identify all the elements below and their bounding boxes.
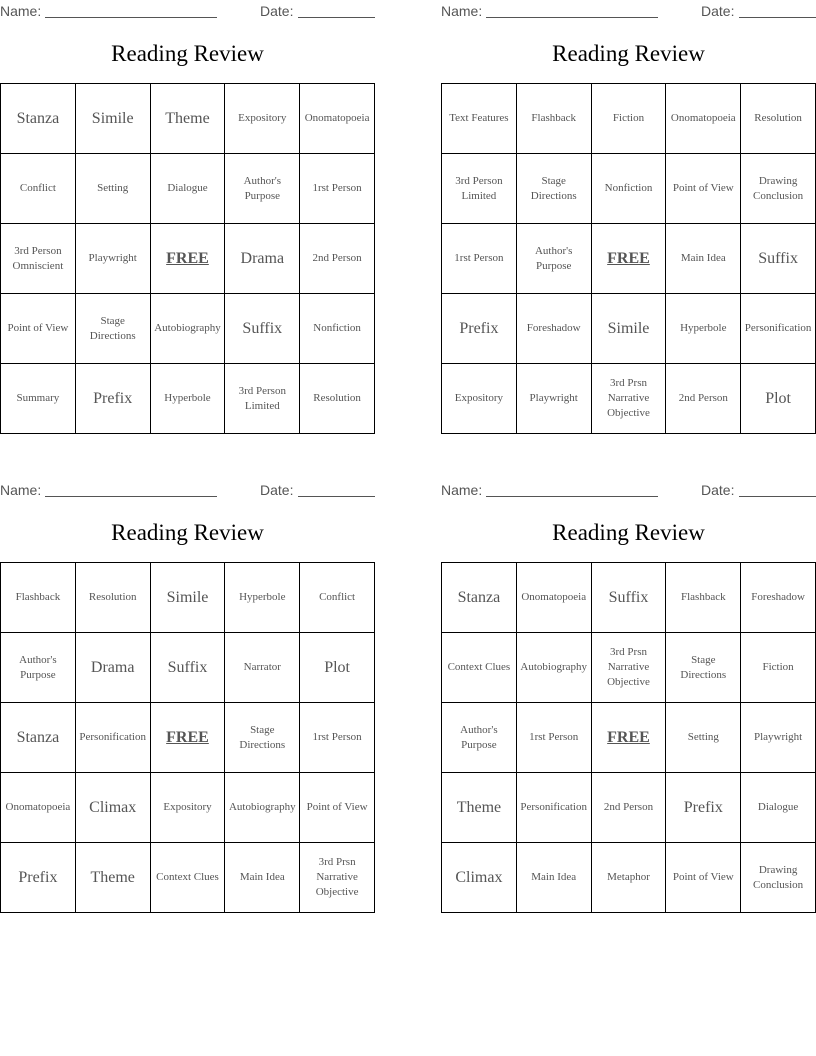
date-label: Date: (701, 3, 735, 19)
card-title: Reading Review (552, 520, 705, 545)
bingo-cell[interactable]: Personification (741, 294, 816, 364)
bingo-cell[interactable]: Climax (442, 843, 517, 913)
bingo-cell[interactable]: Personification (517, 773, 592, 843)
bingo-cell[interactable]: Theme (151, 84, 226, 154)
bingo-cell[interactable]: Text Features (442, 84, 517, 154)
name-blank[interactable] (45, 496, 217, 497)
bingo-cell[interactable]: Prefix (76, 364, 151, 434)
date-label: Date: (260, 3, 294, 19)
bingo-cell[interactable]: Stage Directions (517, 154, 592, 224)
bingo-cell[interactable]: Stanza (1, 84, 76, 154)
free-space[interactable]: FREE (592, 703, 667, 773)
bingo-cell[interactable]: Point of View (666, 154, 741, 224)
bingo-cell[interactable]: Drawing Conclusion (741, 154, 816, 224)
bingo-cell[interactable]: Drama (76, 633, 151, 703)
bingo-cell[interactable]: Onomatopoeia (1, 773, 76, 843)
bingo-cell[interactable]: Stage Directions (76, 294, 151, 364)
bingo-cell[interactable]: Fiction (592, 84, 667, 154)
bingo-cell[interactable]: Foreshadow (517, 294, 592, 364)
name-label: Name: (441, 482, 483, 498)
bingo-card-3 (0, 479, 375, 913)
bingo-cell[interactable]: 2nd Person (666, 364, 741, 434)
bingo-cell[interactable]: Author's Purpose (1, 633, 76, 703)
bingo-cell[interactable]: Main Idea (666, 224, 741, 294)
bingo-cell[interactable]: 2nd Person (300, 224, 375, 294)
bingo-grid (0, 562, 375, 913)
bingo-cell[interactable]: Author's Purpose (225, 154, 300, 224)
date-blank[interactable] (739, 496, 816, 497)
bingo-cell[interactable]: Autobiography (225, 773, 300, 843)
bingo-cell[interactable]: Climax (76, 773, 151, 843)
bingo-cell[interactable]: Fiction (741, 633, 816, 703)
bingo-cell[interactable]: Foreshadow (741, 563, 816, 633)
bingo-cell[interactable]: Conflict (1, 154, 76, 224)
bingo-cell[interactable]: 2nd Person (592, 773, 667, 843)
bingo-cell[interactable]: Stanza (442, 563, 517, 633)
bingo-cell[interactable]: Resolution (300, 364, 375, 434)
bingo-cell[interactable]: 1rst Person (442, 224, 517, 294)
bingo-cell[interactable]: Resolution (76, 563, 151, 633)
bingo-cell[interactable]: 3rd Person Omniscient (1, 224, 76, 294)
bingo-cell[interactable]: Point of View (1, 294, 76, 364)
bingo-cell[interactable]: Stage Directions (666, 633, 741, 703)
bingo-cell[interactable]: Setting (76, 154, 151, 224)
bingo-cell[interactable]: Context Clues (151, 843, 226, 913)
bingo-cell[interactable]: Playwright (76, 224, 151, 294)
card-title: Reading Review (111, 520, 264, 545)
bingo-cell[interactable]: Drawing Conclusion (741, 843, 816, 913)
bingo-cell[interactable]: Suffix (225, 294, 300, 364)
name-blank[interactable] (45, 17, 217, 18)
name-date-line (441, 0, 816, 22)
bingo-cell[interactable]: Autobiography (151, 294, 226, 364)
bingo-cell[interactable]: Suffix (592, 563, 667, 633)
name-date-line (0, 479, 375, 501)
bingo-cell[interactable]: Nonfiction (300, 294, 375, 364)
bingo-card-1 (0, 0, 375, 434)
bingo-cell[interactable]: Setting (666, 703, 741, 773)
bingo-cell[interactable]: Onomatopoeia (300, 84, 375, 154)
bingo-cell[interactable]: Author's Purpose (442, 703, 517, 773)
bingo-cell[interactable]: Nonfiction (592, 154, 667, 224)
bingo-cell[interactable]: Expository (151, 773, 226, 843)
bingo-cell[interactable]: Flashback (666, 563, 741, 633)
bingo-cell[interactable]: Onomatopoeia (666, 84, 741, 154)
bingo-grid (0, 83, 375, 434)
bingo-cell[interactable]: 1rst Person (517, 703, 592, 773)
bingo-cell[interactable]: Main Idea (225, 843, 300, 913)
bingo-cell[interactable]: Onomatopoeia (517, 563, 592, 633)
name-label: Name: (441, 3, 483, 19)
bingo-cell[interactable]: Suffix (151, 633, 226, 703)
bingo-cell[interactable]: Expository (442, 364, 517, 434)
bingo-cell[interactable]: 3rd Person Limited (442, 154, 517, 224)
bingo-cell[interactable]: 3rd Prsn Narrative Objective (592, 633, 667, 703)
bingo-cell[interactable]: Theme (442, 773, 517, 843)
date-blank[interactable] (298, 17, 375, 18)
free-space[interactable]: FREE (151, 224, 226, 294)
bingo-cell[interactable]: 3rd Person Limited (225, 364, 300, 434)
bingo-cell[interactable]: Stanza (1, 703, 76, 773)
bingo-cell[interactable]: Personification (76, 703, 151, 773)
bingo-cell[interactable]: Context Clues (442, 633, 517, 703)
bingo-cell[interactable]: Simile (592, 294, 667, 364)
bingo-cell[interactable]: Hyperbole (151, 364, 226, 434)
free-space[interactable]: FREE (592, 224, 667, 294)
bingo-cell[interactable]: Prefix (666, 773, 741, 843)
bingo-cell[interactable]: Drama (225, 224, 300, 294)
bingo-cell[interactable]: 3rd Prsn Narrative Objective (592, 364, 667, 434)
bingo-cell[interactable]: Playwright (741, 703, 816, 773)
bingo-cell[interactable]: Metaphor (592, 843, 667, 913)
bingo-cell[interactable]: Prefix (1, 843, 76, 913)
bingo-cell[interactable]: Expository (225, 84, 300, 154)
name-blank[interactable] (486, 17, 658, 18)
bingo-cell[interactable]: Dialogue (741, 773, 816, 843)
bingo-cell[interactable]: Flashback (517, 84, 592, 154)
bingo-cell[interactable]: Plot (300, 633, 375, 703)
bingo-grid (441, 83, 816, 434)
free-space[interactable]: FREE (151, 703, 226, 773)
bingo-cell[interactable]: Main Idea (517, 843, 592, 913)
card-title: Reading Review (111, 41, 264, 66)
bingo-cell[interactable]: Point of View (300, 773, 375, 843)
bingo-cell[interactable]: Author's Purpose (517, 224, 592, 294)
date-label: Date: (701, 482, 735, 498)
bingo-cell[interactable]: Resolution (741, 84, 816, 154)
date-label: Date: (260, 482, 294, 498)
bingo-cell[interactable]: Autobiography (517, 633, 592, 703)
name-date-line (0, 0, 375, 22)
bingo-cell[interactable]: 3rd Prsn Narrative Objective (300, 843, 375, 913)
date-blank[interactable] (739, 17, 816, 18)
bingo-cell[interactable]: Hyperbole (666, 294, 741, 364)
name-label: Name: (0, 3, 42, 19)
bingo-cell[interactable]: Dialogue (151, 154, 226, 224)
bingo-cell[interactable]: Conflict (300, 563, 375, 633)
bingo-cell[interactable]: Hyperbole (225, 563, 300, 633)
date-blank[interactable] (298, 496, 375, 497)
bingo-cell[interactable]: Simile (151, 563, 226, 633)
bingo-cell[interactable]: 1rst Person (300, 703, 375, 773)
bingo-cell[interactable]: Stage Directions (225, 703, 300, 773)
bingo-grid (441, 562, 816, 913)
bingo-cell[interactable]: Flashback (1, 563, 76, 633)
bingo-cell[interactable]: Point of View (666, 843, 741, 913)
bingo-cell[interactable]: Theme (76, 843, 151, 913)
name-blank[interactable] (486, 496, 658, 497)
card-title: Reading Review (552, 41, 705, 66)
name-date-line (441, 479, 816, 501)
bingo-card-2 (441, 0, 816, 434)
bingo-cell[interactable]: Simile (76, 84, 151, 154)
bingo-cell[interactable]: Suffix (741, 224, 816, 294)
bingo-cell[interactable]: Plot (741, 364, 816, 434)
name-label: Name: (0, 482, 42, 498)
bingo-cell[interactable]: Narrator (225, 633, 300, 703)
bingo-cell[interactable]: Prefix (442, 294, 517, 364)
bingo-cell[interactable]: 1rst Person (300, 154, 375, 224)
bingo-cell[interactable]: Summary (1, 364, 76, 434)
bingo-cell[interactable]: Playwright (517, 364, 592, 434)
bingo-card-4 (441, 479, 816, 913)
